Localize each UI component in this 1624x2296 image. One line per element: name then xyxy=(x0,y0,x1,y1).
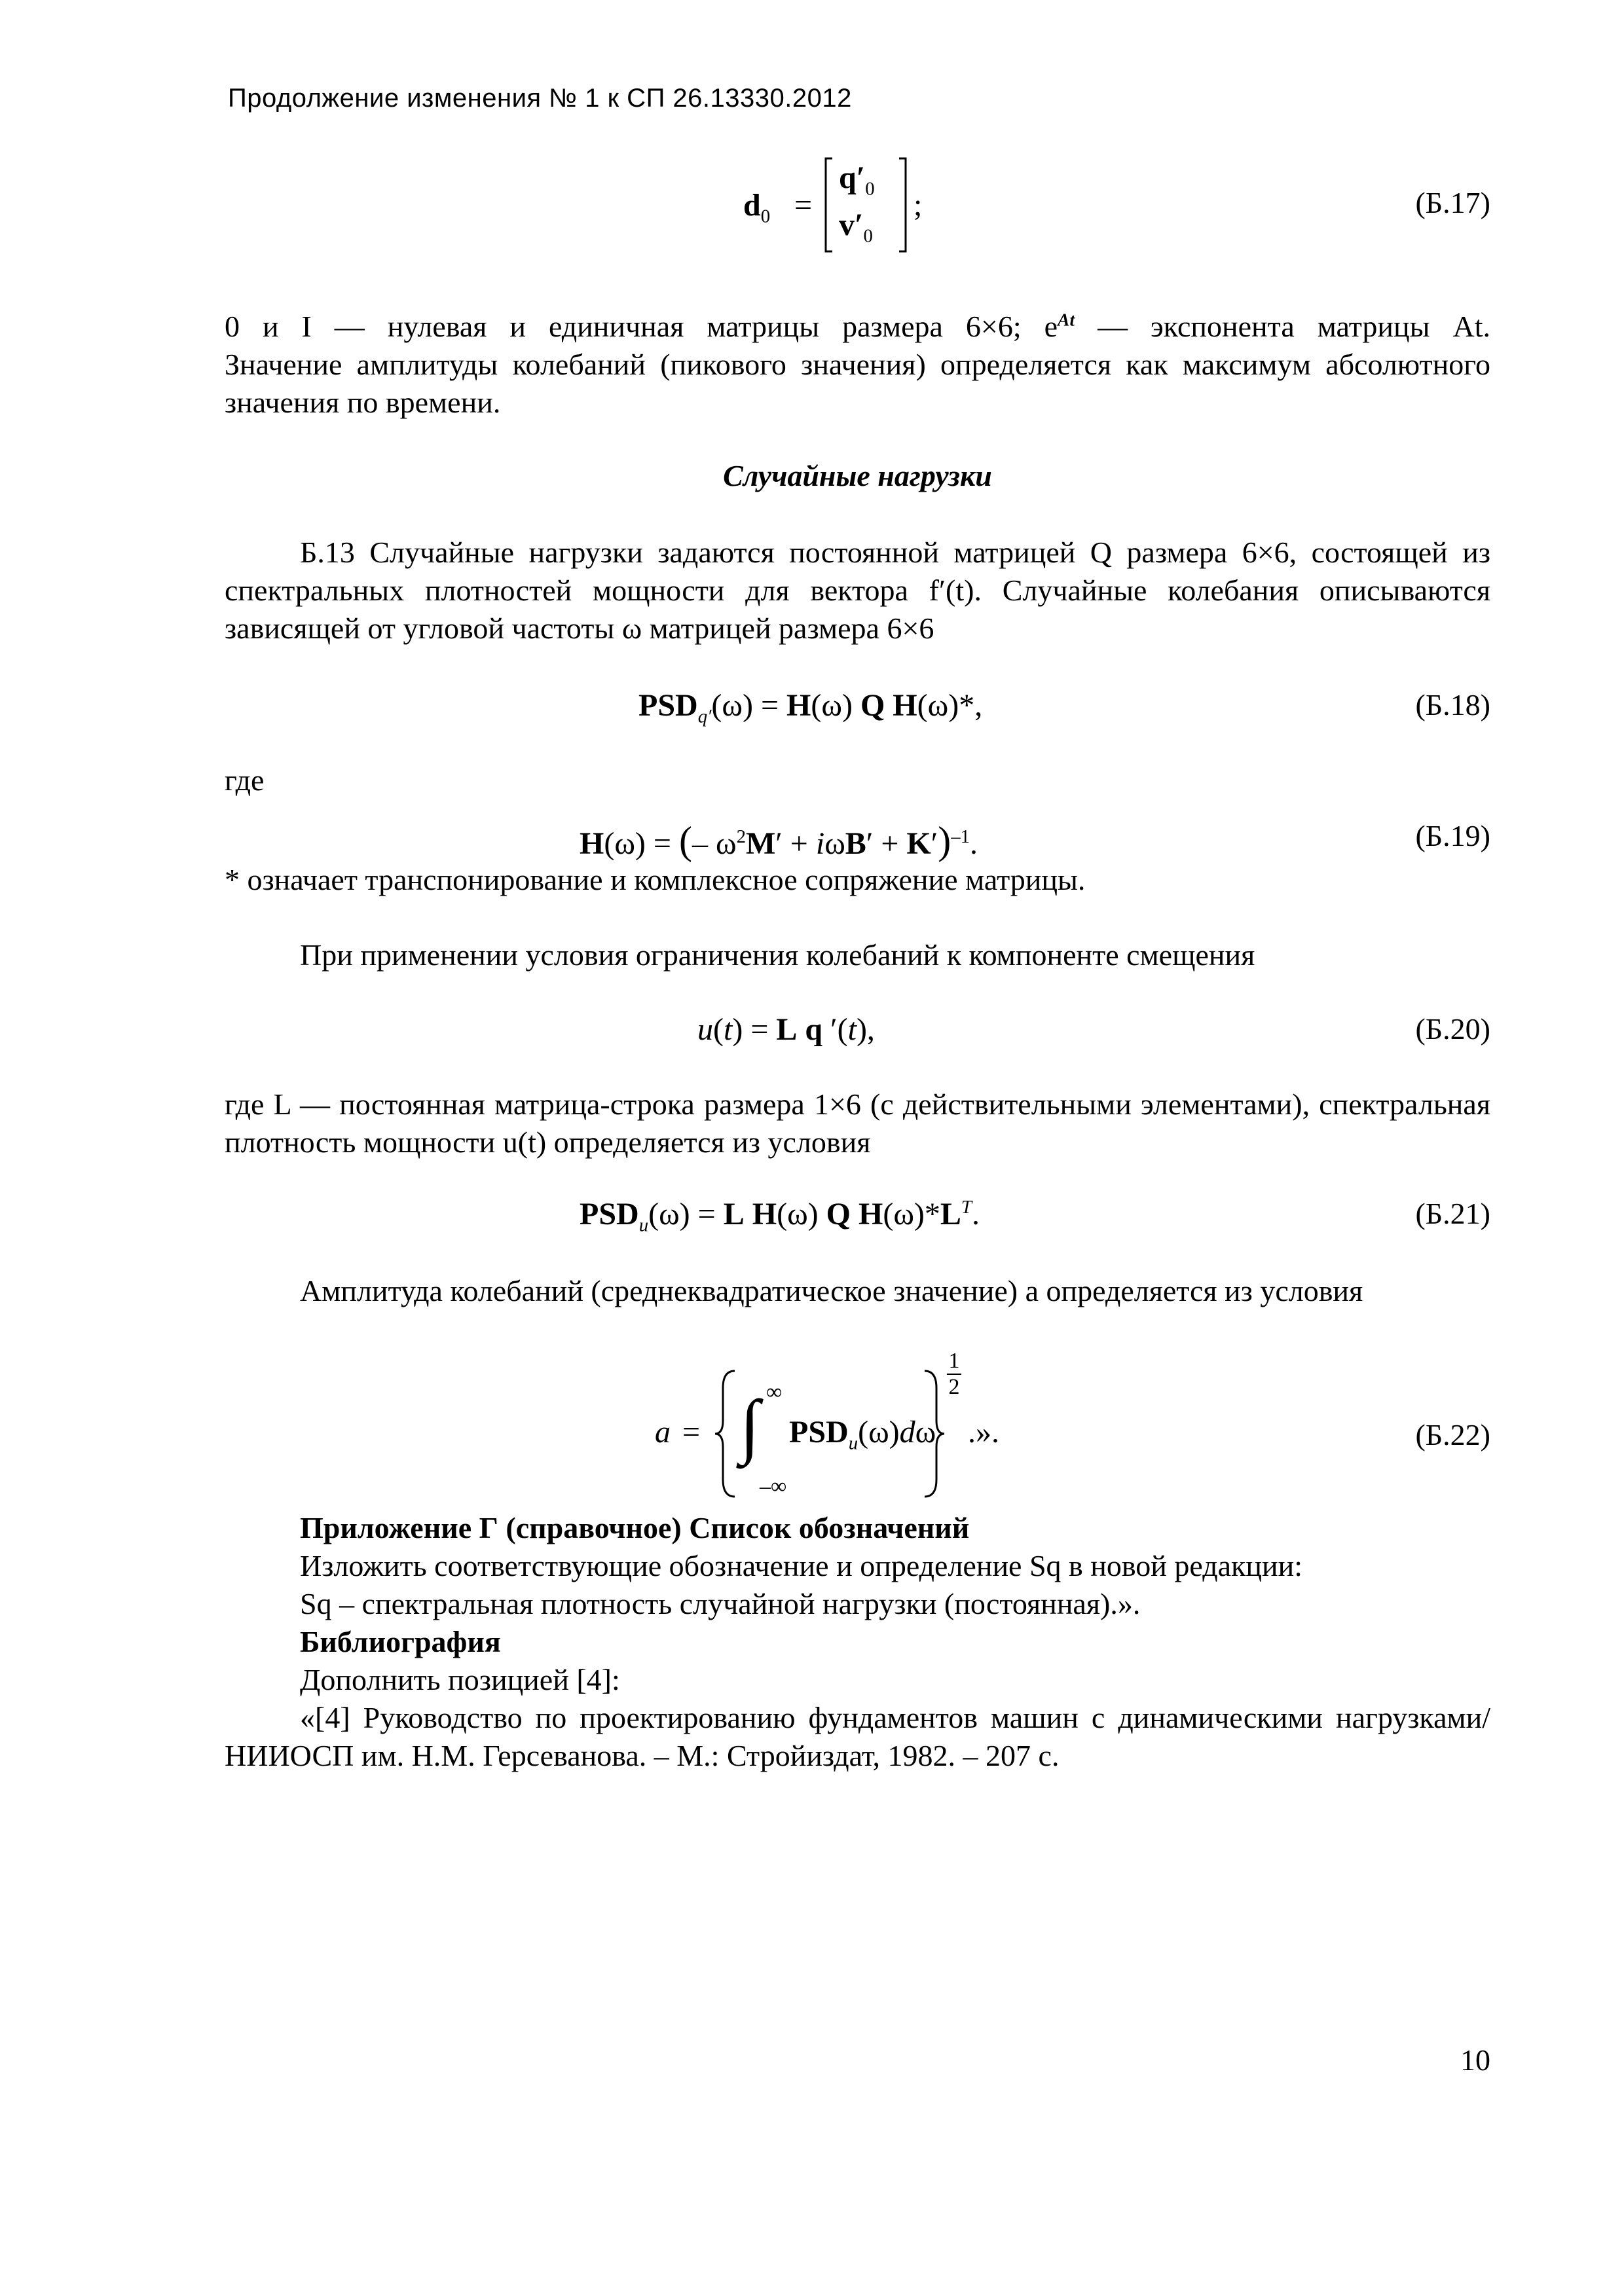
appendix-line1: Изложить соответствующие обозначение и определение Sq в новой редакции: xyxy=(300,1549,1303,1582)
equation-b18: $PSD_{q'}(\omega) = H(\omega)$ Q H(ω)*, xyxy=(638,688,983,727)
paragraph-b13: Б.13 Случайные нагрузки задаются постоянной матрицей Q размера 6×6, состоящей из спектральных плотностей мощности для вектора f′(t). Случайные колебания описываются зависящей от угловой частоты ω матрицей размера 6×6 xyxy=(225,536,1490,645)
amplitude-intro: Амплитуда колебаний (среднеквадратическое значение) a определяется из условия xyxy=(300,1274,1363,1307)
equation-number-b22: (Б.22) xyxy=(1415,1418,1490,1451)
equation-number-b17: (Б.17) xyxy=(1415,186,1490,219)
bibliography-title: Библиография xyxy=(300,1625,501,1658)
section-title: Случайные нагрузки xyxy=(723,459,992,492)
equation-number-b19: (Б.19) xyxy=(1415,819,1490,852)
paragraph-where-L: где L — постоянная матрица-строка размера 1×6 (с действительными элементами), спектральная плотность мощности u(t) определяется из условия xyxy=(225,1087,1490,1159)
equation-number-b21: (Б.21) xyxy=(1415,1197,1490,1230)
equation-number-b20: (Б.20) xyxy=(1415,1012,1490,1046)
paragraph-matrices-line1 xyxy=(225,308,1490,346)
matrices-text-2: — экспонента матрицы At. xyxy=(1075,310,1490,343)
left-brace xyxy=(712,1368,739,1499)
equation-b20: u(t) = L q ′(t), xyxy=(697,1012,875,1047)
appendix-title: Приложение Г (справочное) Список обозначений xyxy=(300,1511,970,1544)
constraint-intro: При применении условия ограничения колебаний к компоненте смещения xyxy=(300,938,1255,972)
page-header: Продолжение изменения № 1 к СП 26.13330.2012 xyxy=(228,84,852,113)
equation-b22: a = ∞ ∫ –∞ $PSD_u(\omega)d\omega$ 1 2 .». xyxy=(655,1349,999,1499)
bibliography-reference: «[4] Руководство по проектированию фундаментов машин с динамическими нагрузками/НИИОСП им. Н.М. Герсеванова. – М.: Стройиздат, 1982. – 207 с. xyxy=(225,1701,1490,1772)
right-brace xyxy=(921,1368,947,1499)
bibliography-line1: Дополнить позицией [4]: xyxy=(300,1663,620,1696)
equation-b21: $PSD_u(\omega) = L$ H(ω) Q $H(\omega)*L^T$. xyxy=(580,1197,980,1236)
transpose-note: * означает транспонирование и комплексное сопряжение матрицы. xyxy=(225,863,1086,896)
paragraph-matrices-line2: Значение амплитуды колебаний (пикового значения) определяется как максимум абсолютного значения по времени. xyxy=(225,348,1490,419)
where-label-1: где xyxy=(225,763,265,797)
equation-b19: H(ω) = (– $\omega^2M' + i\omega B' + K')^{-1}$. xyxy=(580,819,978,862)
matrices-exp-sup: At xyxy=(1058,309,1075,330)
document-page: Продолжение изменения № 1 к СП 26.13330.2012 $d_0$ = $q'_0$ $v'_0$ ; (Б.17) 0 и I — нулевая и единичная матрицы размера 6×6; $e^{At}$ — экспонента матрицы At. Значение амплитуды колебаний (пикового значения) определяется как максимум абсолютного значения по времени. Случайные нагрузки Б.13 Случайные нагрузки задаются постоянной матрицей Q размера 6×6, состоящей из спектральных плотностей мощности для вектора f′(t). Случайные колебания описываются зависящей от угловой частоты ω матрицей размера 6×6 $PSD_{q'}(\omega) = H(\omega)$ Q H(ω)*, (Б.18) где H(ω) = (– $\omega^2M' + i\omega B' + K')^{-1}$. (Б.19) * означает транспонирование и комплексное сопряжение матрицы. При применении условия ограничения колебаний к компоненте смещения u(t) = L q ′(t), (Б.20) где L — постоянная матрица-строка размера 1×6 (с действительными элементами), спектральная плотность мощности u(t) определяется из условия $PSD_u(\omega) = L$ H(ω) Q $H(\omega)*L^T$. (Б.21) Амплитуда колебаний (среднеквадратическое значение) a определяется из условия a = ∞ ∫ –∞ $PSD_u(\omega)d\omega$ 1 2 .». (Б.22) Приложение Г (справочное) Список обозначений Изложить соответствующие обозначение и определение Sq в новой редакции: Sq – спектральная плотность случайной нагрузки (постоянная).». Библиография Дополнить позицией [4]: «[4] Руководство по проектированию фундаментов машин с динамическими нагрузками/НИИОСП им. Н.М. Герсеванова. – М.: Стройиздат, 1982. – 207 с. 10 xyxy=(225,84,1490,2077)
appendix-line2: Sq – спектральная плотность случайной нагрузки (постоянная).». xyxy=(300,1587,1141,1620)
matrices-text-1: 0 и I — нулевая и единичная матрицы размера 6×6; e xyxy=(225,310,1058,343)
page-number: 10 xyxy=(1460,2043,1490,2077)
equation-number-b18: (Б.18) xyxy=(1415,688,1490,721)
